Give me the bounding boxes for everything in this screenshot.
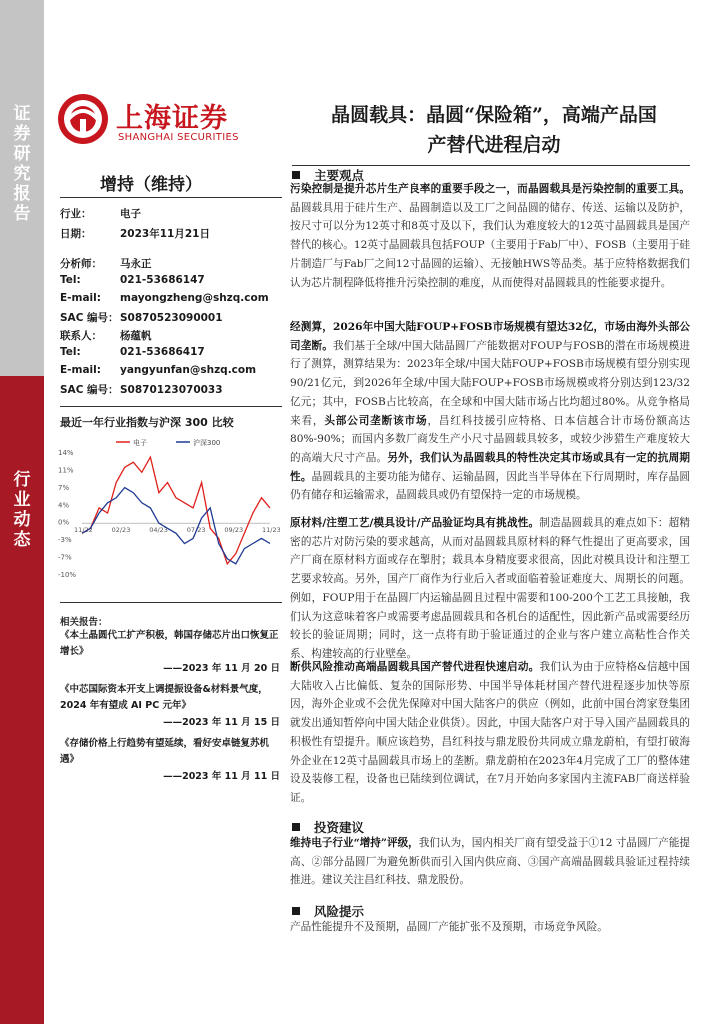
related-report-item[interactable]: 《本土晶圆代工扩产积极，韩国存储芯片出口恢复正增长》: [60, 630, 279, 657]
industry-value: 电子: [120, 208, 141, 220]
analyst-sac: S0870523090001: [120, 312, 223, 324]
x-tick-label: 11/22: [74, 526, 93, 535]
y-tick-label: 14%: [58, 449, 74, 457]
divider: [60, 197, 282, 198]
contact-name: 杨蕴帆: [120, 330, 152, 342]
related-reports-title: 相关报告：: [60, 617, 108, 628]
analyst-tel-row: [60, 274, 205, 286]
analyst-label: 分析师：: [60, 258, 102, 270]
series-line: [82, 457, 270, 564]
paragraph-3: [290, 514, 690, 664]
contact-tel: 021-53686417: [120, 346, 205, 358]
paragraph-6: [290, 918, 690, 937]
sac-label: SAC 编号：: [60, 312, 119, 324]
contact-tel-row: [60, 346, 205, 358]
bullet-square-icon: [292, 907, 300, 915]
related-report-item[interactable]: 《中芯国际资本开支上调提振设备&材料景气度，2024 年有望成 AI PC 元年》: [60, 684, 268, 711]
chart-title: 最近一年行业指数与沪深 300 比较: [60, 416, 234, 429]
paragraph-body: 我们认为由于应特格&信越中国大陆收入占比偏低、复杂的国际形势、中国半导体耗材国产替代进程逐步加快等原因，海外企业或不会优先保障对中国大陆客户的供应（例如，此前中国台湾家登集团就发出通知暂停向中国大陆企业供货）。因此，中国大陆客户对于导入国产晶圆载具的积极性有望提升。顺应该趋势，昌红科技与鼎龙股份共同成立鼎龙蔚柏，有望打破海外企业在12英寸晶圆载具市场上的垄断。鼎龙蔚柏在2023年4月完成了工厂的整体建设及装修工程，设备也已陆续到位调试，在7月开始向多家国内主流FAB厂商送样验证。: [290, 661, 690, 804]
section-title: 投资建议: [314, 820, 365, 835]
paragraph-2: [290, 318, 690, 505]
chart-svg: [56, 436, 280, 586]
contact-label: 联系人：: [60, 330, 102, 342]
x-tick-label: 04/23: [149, 526, 168, 535]
paragraph-4: [290, 658, 690, 808]
y-tick-label: -10%: [58, 571, 77, 579]
legend-label: 电子: [133, 439, 147, 447]
paragraph-lead: 原材料/注塑工艺/模具设计/产品验证均具有挑战性。: [290, 517, 540, 529]
industry-label: 行业：: [60, 208, 92, 220]
tel-label: Tel:: [60, 346, 81, 358]
report-type-label: 证券研究报告: [13, 104, 31, 224]
sac-label: SAC 编号：: [60, 384, 119, 396]
section-title: 风险提示: [314, 904, 365, 919]
x-tick-label: 11/23: [262, 526, 280, 535]
logo-text: 上海证券: [116, 103, 228, 134]
paragraph-body: 我们认为，国内相关厂商有望受益于①12 寸晶圆厂产能提高、②部分晶圆厂为避免断供而引入国内供应商、③国产高端晶圆载具验证过程持续推进。建议关注昌红科技、鼎龙股份。: [290, 837, 690, 887]
date-row: [60, 226, 210, 241]
paragraph-lead: 维持电子行业“增持”评级，: [290, 837, 419, 849]
paragraph-lead: 经测算，2026年中国大陆FOUP+FOSB市场规模有望达32亿，市场由海外头部公司垄断。: [290, 321, 690, 352]
divider: [60, 406, 282, 407]
analyst-name-row: [60, 256, 152, 271]
related-report-item[interactable]: 《存储价格上行趋势有望延续，看好安卓链复苏机遇》: [60, 738, 270, 765]
logo-mark-icon: [56, 92, 110, 146]
paragraph-body: 晶圆载具的主要功能为储存、运输晶圆，因此当半导体在下行周期时，库存晶圆仍有储存和运输需求，晶圆载具或仍有望保持一定的市场规模。: [290, 470, 691, 502]
paragraph-body: 产品性能提升不及预期，晶圆厂产能扩张不及预期，市场竞争风险。: [290, 921, 608, 933]
y-tick-label: 0%: [58, 518, 70, 527]
paragraph-body: 制造晶圆载具的难点如下：超精密的芯片对防污染的要求越高，从而对晶圆载具原材料的释气性提出了更高要求，国产厂商在原材料方面或存在掣肘；载具本身精度要求很高，因此对模具设计和注塑工艺要求较高。另外，国产厂商作为行业后入者或面临着验证难度大、周期长的问题。例如，FOUP用于在晶圆厂内运输晶圆且过程中需要和100-200个工艺工具接触，我们认为这意味着客户或需要考虑晶圆载具和各机台的适配性，因此新产品或需要经历较长的验证周期；同时，这一点将有助于验证通过的企业与客户建立高粘性合作关系、构建较高的行业壁垒。: [290, 517, 691, 660]
industry-row: [60, 206, 141, 221]
contact-sac: S0870123070033: [120, 384, 223, 396]
contact-name-row: [60, 328, 152, 343]
divider: [60, 602, 282, 603]
sidebar: [0, 0, 44, 1024]
related-report-date: ——2023 年 11 月 15 日: [163, 717, 280, 728]
related-report-date: ——2023 年 11 月 20 日: [163, 663, 280, 674]
category-label: 行业动态: [13, 470, 31, 550]
legend-label: 沪深300: [193, 439, 221, 447]
paragraph-5: [290, 834, 690, 890]
paragraph-1: [290, 180, 690, 292]
related-report-date: ——2023 年 11 月 11 日: [163, 771, 280, 782]
section-title: 主要观点: [314, 168, 365, 183]
date-label: 日期：: [60, 228, 92, 240]
contact-email-row: [60, 364, 256, 376]
y-tick-label: 4%: [58, 501, 70, 510]
contact-email[interactable]: yangyunfan@shzq.com: [120, 364, 257, 376]
tel-label: Tel:: [60, 274, 81, 286]
email-label: E-mail:: [60, 364, 101, 376]
analyst-email-row: [60, 292, 269, 304]
x-tick-label: 07/23: [186, 526, 206, 535]
paragraph-emphasis: 头部公司垄断该市场: [324, 414, 428, 427]
rating: 增持（维持）: [100, 175, 202, 195]
paragraph-lead: 污染控制是提升芯片生产良率的重要手段之一，而晶圆载具是污染控制的重要工具。: [290, 183, 690, 195]
analyst-sac-row: [60, 310, 223, 325]
bullet-square-icon: [292, 171, 300, 179]
analyst-name: 马永正: [120, 258, 152, 270]
y-tick-label: 7%: [58, 483, 70, 492]
email-label: E-mail:: [60, 292, 101, 304]
analyst-email[interactable]: mayongzheng@shzq.com: [120, 292, 269, 304]
paragraph-emphasis: 另外，我们认为晶圆载具的特性决定其市场或具有一定的抗周期性。: [290, 451, 691, 483]
bullet-square-icon: [292, 823, 300, 831]
paragraph-lead: 断供风险推动高端晶圆载具国产替代进程快速启动。: [290, 661, 540, 673]
paragraph-body: 晶圆载具用于硅片生产、晶圆制造以及工厂之间晶圆的储存、传送、运输以及防护，按尺寸可以分为12英寸和8英寸及以下，我们认为难度较大的12英寸晶圆载具是国产替代的核心。12英寸晶圆载具包括FOUP（主要用于Fab厂中）、FOSB（主要用于硅片制造厂与Fab厂之间12寸晶圆的运输）、无接触HWS等品类。基于应特格数据我们认为芯片制程降低将推升污染控制的难度，从而使得对晶圆载具的性能要求提升。: [290, 201, 690, 289]
y-tick-label: -7%: [58, 553, 72, 562]
date-value: 2023年11月21日: [120, 228, 210, 240]
title-line-1: 晶圆载具：晶圆“保险箱”，高端产品国: [331, 104, 657, 126]
logo-english: SHANGHAI SECURITIES: [118, 132, 239, 143]
x-tick-label: 09/23: [224, 526, 244, 535]
x-tick-label: 02/23: [111, 526, 131, 535]
y-tick-label: 11%: [58, 466, 74, 475]
title-line-2: 产替代进程启动: [427, 134, 561, 156]
contact-sac-row: [60, 382, 223, 397]
company-logo: [56, 92, 256, 152]
index-comparison-chart: [56, 436, 280, 586]
document-title: [292, 100, 696, 160]
y-tick-label: -3%: [58, 536, 72, 545]
paragraph-body: 我们基于全球/中国大陆晶圆厂产能数据对FOUP与FOSB的潜在市场规模进行了测算，测算结果为：2023年全球/中国大陆FOUP+FOSB市场规模有望分别实现90/21亿元，到2026年全球/中国大陆FOUP+FOSB市场规模或将分别达到123/32亿元；其中，FOSB占比较高，在全球和中国大陆市场占比均超过80%。从竞争格局来看，: [290, 339, 690, 427]
paragraph-body: ，昌红科技援引应特格、日本信越合计市场份额高达80%-90%；而国内多数厂商发生产小尺寸晶圆载具较多，或较少涉猎生产难度较大的高端大尺寸产品。: [290, 414, 690, 464]
analyst-tel: 021-53686147: [120, 274, 205, 286]
